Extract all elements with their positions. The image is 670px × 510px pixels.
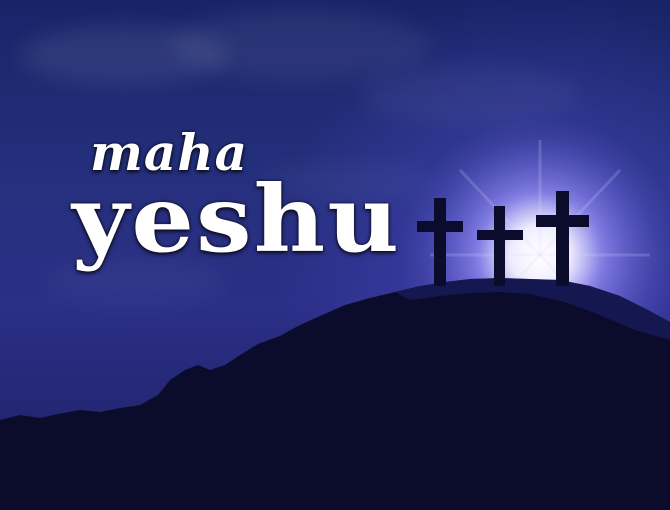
title-line-maha: maha (90, 123, 249, 182)
title-line-yeshu: yeshu (72, 165, 402, 273)
title (70, 120, 402, 300)
hill-silhouette (0, 278, 670, 510)
